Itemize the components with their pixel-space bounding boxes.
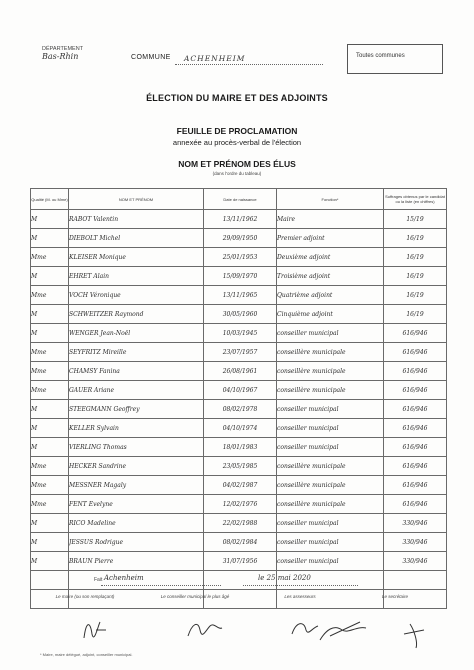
table-row (31, 571, 447, 590)
cell-nom: JESSUS Rodrigue (69, 533, 204, 552)
cell-qualite: Mme (31, 343, 69, 362)
cell-suffrages: 16/19 (384, 248, 447, 267)
cell-nom: HECKER Sandrine (69, 457, 204, 476)
signature-assesseur-1 (292, 624, 318, 634)
table-row (31, 305, 447, 324)
ordre-note: (dans l'ordre du tableau) (212, 171, 262, 176)
table-row (31, 476, 447, 495)
cell-date: 23/07/1957 (204, 343, 277, 362)
table-row (31, 343, 447, 362)
cell-nom: VOCH Véronique (69, 286, 204, 305)
cell-nom: BRAUN Pierre (69, 552, 204, 571)
cell-fonction: Premier adjoint (277, 229, 384, 248)
cell-suffrages: 16/19 (384, 267, 447, 286)
header-suffrages: Suffrages obtenus par le candidat ou la liste (en chiffres) (384, 189, 447, 210)
cell-qualite (31, 571, 69, 590)
cell-qualite: M (31, 324, 69, 343)
elus-table (30, 188, 447, 609)
cell-date: 31/07/1956 (204, 552, 277, 571)
commune-value: ACHENHEIM (184, 54, 246, 63)
cell-date: 10/03/1945 (204, 324, 277, 343)
cell-date: 18/01/1983 (204, 438, 277, 457)
cell-suffrages (384, 571, 447, 590)
cell-nom: FENT Evelyne (69, 495, 204, 514)
cell-suffrages: 330/946 (384, 514, 447, 533)
table-row (31, 533, 447, 552)
fait-place-underline (101, 585, 221, 586)
cell-nom: GAUER Ariane (69, 381, 204, 400)
cell-fonction: conseillère municipale (277, 476, 384, 495)
table-row (31, 400, 447, 419)
signature-conseiller (188, 624, 222, 636)
cell-date: 08/02/1984 (204, 533, 277, 552)
departement-value: Bas-Rhin (42, 52, 79, 61)
cell-date: 23/05/1985 (204, 457, 277, 476)
cell-fonction: conseiller municipal (277, 419, 384, 438)
cell-suffrages: 15/19 (384, 210, 447, 229)
cell-date: 29/09/1950 (204, 229, 277, 248)
cell-suffrages: 616/946 (384, 381, 447, 400)
departement-block (42, 46, 83, 60)
table-row (31, 267, 447, 286)
cell-suffrages: 616/946 (384, 495, 447, 514)
footnote: * Maire, maire délégué, adjoint, conseiller municipal. (40, 652, 133, 657)
cell-qualite: M (31, 514, 69, 533)
sig-label-assesseurs: Les assesseurs (284, 594, 316, 599)
cell-date: 25/01/1953 (204, 248, 277, 267)
sig-label-secretaire: Le secrétaire (381, 594, 408, 599)
cell-qualite: Mme (31, 381, 69, 400)
cell-date: 12/02/1976 (204, 495, 277, 514)
cell-fonction: conseillère municipale (277, 343, 384, 362)
signature-secretaire (404, 624, 424, 648)
cell-fonction: conseiller municipal (277, 514, 384, 533)
cell-qualite: M (31, 267, 69, 286)
cell-qualite: Mme (31, 457, 69, 476)
cell-date: 04/02/1987 (204, 476, 277, 495)
table-body (31, 210, 447, 609)
cell-date: 13/11/1962 (204, 210, 277, 229)
signatures-area (0, 600, 474, 652)
cell-qualite: M (31, 533, 69, 552)
cell-fonction: Deuxième adjoint (277, 248, 384, 267)
table-row (31, 495, 447, 514)
cell-qualite: M (31, 400, 69, 419)
cell-suffrages: 16/19 (384, 286, 447, 305)
cell-nom: STEEGMANN Geoffrey (69, 400, 204, 419)
table-row (31, 229, 447, 248)
cell-suffrages: 616/946 (384, 324, 447, 343)
cell-qualite: Mme (31, 248, 69, 267)
cell-date: 04/10/1967 (204, 381, 277, 400)
cell-suffrages: 616/946 (384, 343, 447, 362)
cell-suffrages: 16/19 (384, 305, 447, 324)
fait-date: le 25 mai 2020 (258, 574, 311, 582)
toutes-communes-box (347, 44, 443, 74)
table-header-row (31, 189, 447, 210)
document-title: ÉLECTION DU MAIRE ET DES ADJOINTS (146, 93, 328, 103)
cell-date: 08/02/1978 (204, 400, 277, 419)
cell-nom: VIERLING Thomas (69, 438, 204, 457)
fait-label: Fait (94, 577, 103, 583)
signature-assesseur-2 (320, 622, 366, 640)
cell-fonction: conseillère municipale (277, 362, 384, 381)
cell-fonction: conseillère municipale (277, 381, 384, 400)
cell-fonction: Cinquième adjoint (277, 305, 384, 324)
sig-label-conseiller: Le conseiller municipal le plus âgé (160, 594, 230, 599)
cell-fonction: conseiller municipal (277, 400, 384, 419)
cell-qualite: M (31, 552, 69, 571)
cell-nom: MESSNER Magaly (69, 476, 204, 495)
cell-suffrages: 330/946 (384, 533, 447, 552)
table-row (31, 552, 447, 571)
sig-label-maire: Le maire (ou son remplaçant) (55, 594, 115, 599)
header-qualite: Qualité (M. ou Mme) (31, 189, 69, 210)
annexe-subtitle: annexée au procès-verbal de l'élection (172, 138, 302, 147)
cell-nom: KLEISER Monique (69, 248, 204, 267)
cell-qualite: M (31, 229, 69, 248)
cell-date: 13/11/1965 (204, 286, 277, 305)
commune-label: COMMUNE (131, 54, 171, 61)
elus-section-title: NOM ET PRÉNOM DES ÉLUS (178, 159, 296, 169)
feuille-title: FEUILLE DE PROCLAMATION (176, 126, 298, 136)
cell-nom: DIEBOLT Michel (69, 229, 204, 248)
cell-fonction: Maire (277, 210, 384, 229)
cell-suffrages: 616/946 (384, 419, 447, 438)
table-row (31, 248, 447, 267)
cell-qualite: Mme (31, 286, 69, 305)
cell-suffrages: 616/946 (384, 438, 447, 457)
cell-nom: RICO Madeline (69, 514, 204, 533)
cell-qualite: M (31, 419, 69, 438)
fait-date-underline (243, 585, 358, 586)
cell-fonction: conseillère municipale (277, 457, 384, 476)
cell-nom: EHRET Alain (69, 267, 204, 286)
cell-qualite: M (31, 210, 69, 229)
cell-fonction: Quatrième adjoint (277, 286, 384, 305)
fait-place: Achenheim (104, 574, 144, 582)
table-row (31, 362, 447, 381)
table-row (31, 381, 447, 400)
commune-underline (175, 64, 323, 65)
cell-fonction: conseiller municipal (277, 552, 384, 571)
cell-qualite: Mme (31, 362, 69, 381)
cell-suffrages: 616/946 (384, 362, 447, 381)
departement-label: DÉPARTEMENT (42, 46, 84, 52)
header-date: Date de naissance (204, 189, 277, 210)
cell-date: 15/09/1970 (204, 267, 277, 286)
table-row (31, 419, 447, 438)
cell-fonction: conseiller municipal (277, 533, 384, 552)
cell-nom: SCHWEITZER Raymond (69, 305, 204, 324)
cell-qualite: Mme (31, 476, 69, 495)
cell-fonction: conseillère municipale (277, 495, 384, 514)
cell-suffrages: 330/946 (384, 552, 447, 571)
toutes-communes-text: Toutes communes (356, 53, 405, 59)
cell-qualite: M (31, 305, 69, 324)
cell-nom: WENGER Jean-Noël (69, 324, 204, 343)
cell-nom: SEYFRITZ Mireille (69, 343, 204, 362)
cell-qualite: Mme (31, 495, 69, 514)
cell-date: 26/08/1961 (204, 362, 277, 381)
table-row (31, 457, 447, 476)
header-fonction: Fonction* (277, 189, 384, 210)
cell-nom: RABOT Valentin (69, 210, 204, 229)
table-row (31, 438, 447, 457)
cell-nom: CHAMSY Fanina (69, 362, 204, 381)
cell-suffrages: 616/946 (384, 476, 447, 495)
cell-date: 30/05/1960 (204, 305, 277, 324)
cell-suffrages: 616/946 (384, 457, 447, 476)
cell-qualite: M (31, 438, 69, 457)
table-row (31, 514, 447, 533)
table-row (31, 210, 447, 229)
signature-maire (84, 622, 106, 638)
cell-date: 22/02/1988 (204, 514, 277, 533)
cell-date: 04/10/1974 (204, 419, 277, 438)
cell-fonction: conseiller municipal (277, 438, 384, 457)
cell-fonction: conseiller municipal (277, 324, 384, 343)
cell-nom: KELLER Sylvain (69, 419, 204, 438)
header-nom: NOM ET PRÉNOM (69, 189, 204, 210)
cell-suffrages: 16/19 (384, 229, 447, 248)
table-row (31, 286, 447, 305)
cell-suffrages: 616/946 (384, 400, 447, 419)
table-row (31, 324, 447, 343)
cell-fonction: Troisième adjoint (277, 267, 384, 286)
